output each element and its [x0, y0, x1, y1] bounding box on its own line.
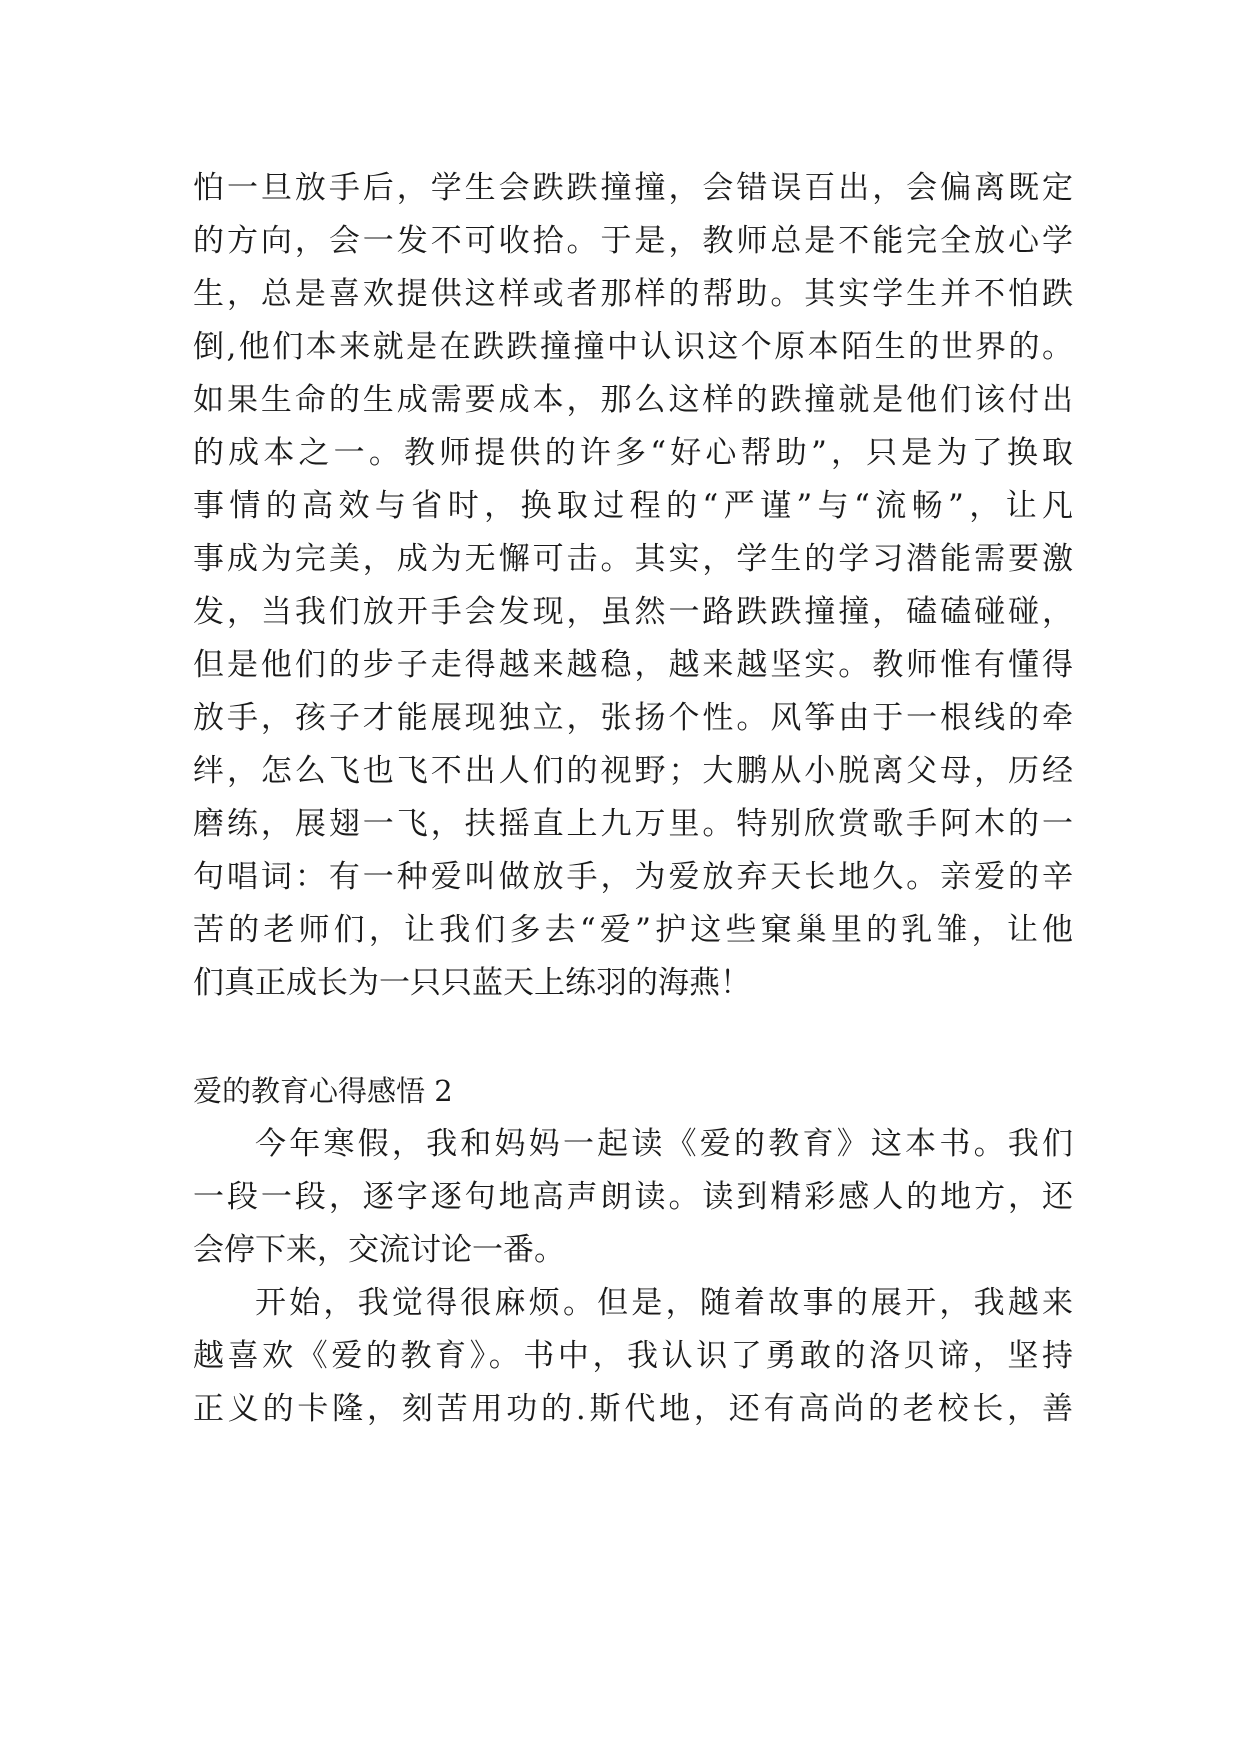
text-line: 事情的高效与省时，换取过程的“严谨”与“流畅”，让凡: [193, 488, 1073, 524]
text-line: 的成本之一。教师提供的许多“好心帮助”，只是为了换取: [193, 435, 1073, 471]
text-line: 如果生命的生成需要成本，那么这样的跌撞就是他们该付出: [193, 382, 1073, 418]
text-line: 开始，我觉得很麻烦。但是，随着故事的展开，我越来: [255, 1285, 1073, 1321]
text-line: 生，总是喜欢提供这样或者那样的帮助。其实学生并不怕跌: [193, 276, 1073, 312]
text-line: 怕一旦放手后，学生会跌跌撞撞，会错误百出，会偏离既定: [193, 170, 1073, 206]
text-line: 事成为完美，成为无懈可击。其实，学生的学习潜能需要激: [193, 541, 1073, 577]
text-line: 句唱词：有一种爱叫做放手，为爱放弃天长地久。亲爱的辛: [193, 859, 1073, 895]
text-line: 们真正成长为一只只蓝天上练羽的海燕！: [193, 965, 751, 1001]
text-line: 的方向，会一发不可收拾。于是，教师总是不能完全放心学: [193, 223, 1073, 259]
text-line: 磨练，展翅一飞，扶摇直上九万里。特别欣赏歌手阿木的一: [193, 806, 1073, 842]
section-heading: 爱的教育心得感悟 2: [193, 1074, 453, 1108]
text-line: 绊，怎么飞也飞不出人们的视野；大鹏从小脱离父母，历经: [193, 753, 1073, 789]
text-line: 今年寒假，我和妈妈一起读《爱的教育》这本书。我们: [255, 1126, 1073, 1162]
text-line: 发，当我们放开手会发现，虽然一路跌跌撞撞，磕磕碰碰，: [193, 594, 1073, 630]
text-line: 一段一段，逐字逐句地高声朗读。读到精彩感人的地方，还: [193, 1179, 1073, 1215]
text-line: 放手，孩子才能展现独立，张扬个性。风筝由于一根线的牵: [193, 700, 1073, 736]
text-line: 但是他们的步子走得越来越稳，越来越坚实。教师惟有懂得: [193, 647, 1073, 683]
text-line: 正义的卡隆，刻苦用功的.斯代地，还有高尚的老校长，善: [193, 1391, 1073, 1427]
text-line: 会停下来，交流讨论一番。: [193, 1232, 565, 1268]
text-line: 越喜欢《爱的教育》。书中，我认识了勇敢的洛贝谛，坚持: [193, 1338, 1073, 1374]
text-line: 苦的老师们，让我们多去“爱”护这些窠巢里的乳雏，让他: [193, 912, 1073, 948]
text-line: 倒,他们本来就是在跌跌撞撞中认识这个原本陌生的世界的。: [193, 329, 1073, 365]
